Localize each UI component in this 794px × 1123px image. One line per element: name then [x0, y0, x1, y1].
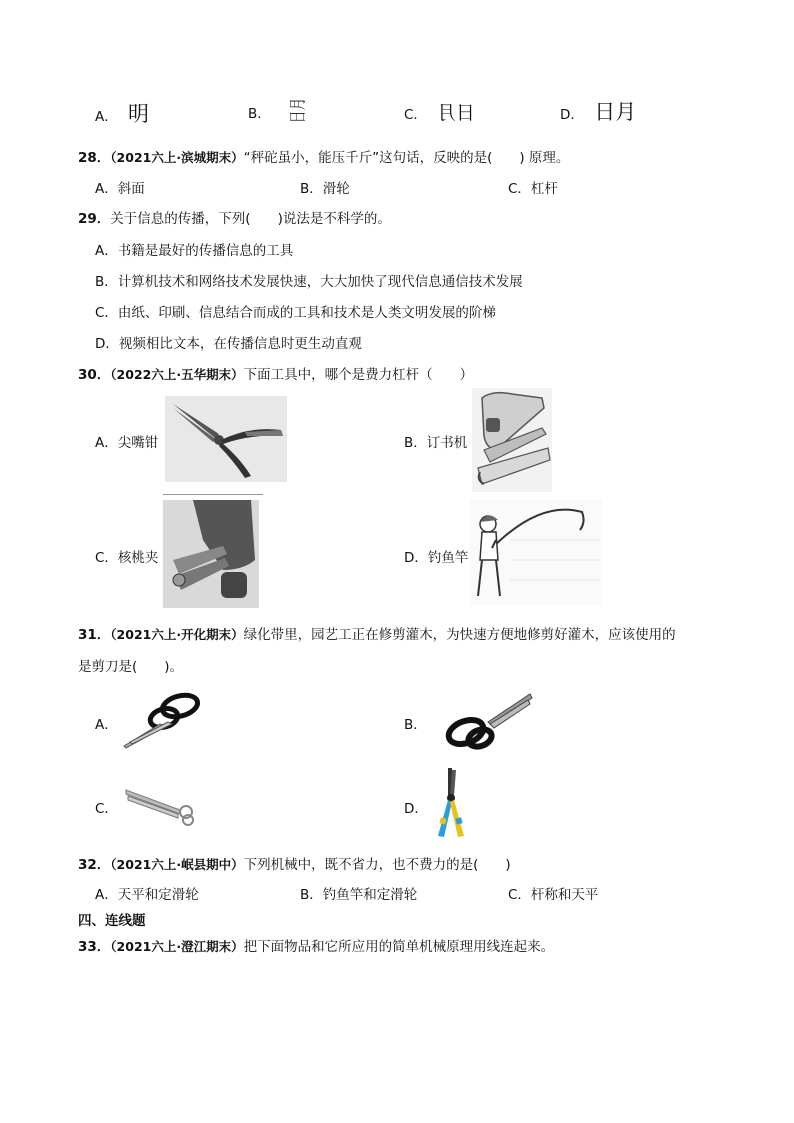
q33-number: 33．	[78, 939, 111, 955]
q31-text-1: 绿化带里，园艺工正在修剪灌木，为快速方便地修剪好灌木，应该使用的	[243, 627, 676, 643]
scissors-c-image	[124, 784, 200, 826]
q27-option-d-char: 日月	[594, 100, 637, 124]
q28-number: 28．	[78, 150, 111, 166]
q31-source: （2021六上·开化期末）	[110, 627, 244, 642]
q27-option-b-letter: B．	[248, 106, 271, 122]
section-heading: 四、连线题	[78, 913, 146, 929]
q29-option-c: C．由纸、印刷、信息结合而成的工具和技术是人类文明发展的阶梯	[95, 305, 496, 321]
q32-number: 32．	[78, 857, 111, 873]
q32-option-a: A．天平和定滑轮	[95, 887, 199, 903]
q28-option-c: C．杠杆	[508, 181, 558, 197]
q28-option-b: B．滑轮	[300, 181, 350, 197]
q33-stem	[78, 935, 554, 955]
q31-option-a-label: A．	[95, 717, 118, 733]
q32-option-b: B．钓鱼竿和定滑轮	[300, 887, 418, 903]
q31-option-d-label: D．	[404, 801, 428, 817]
q30-stem	[78, 363, 473, 383]
q33-text: 把下面物品和它所应用的简单机械原理用线连起来。	[243, 939, 555, 955]
q27-option-a-char: 明	[128, 102, 150, 126]
q32-text: 下列机械中，既不省力，也不费力的是( )	[243, 857, 511, 873]
nutcracker-image	[163, 500, 259, 608]
q30-option-d-label: D．钓鱼竿	[404, 550, 469, 566]
q29-number: 29．	[78, 211, 111, 227]
q32-source: （2021六上·岷县期中）	[110, 857, 244, 872]
q31-stem-line2: 是剪刀是( )。	[78, 659, 184, 675]
q30-option-b-label: B．订书机	[404, 435, 468, 451]
divider-line	[163, 494, 263, 495]
q30-number: 30．	[78, 367, 111, 383]
q27-option-d-letter: D．	[560, 107, 584, 123]
q29-option-b: B．计算机技术和网络技术发展快速，大大加快了现代信息通信技术发展	[95, 274, 523, 290]
q27-option-a	[95, 98, 149, 128]
q30-option-a-label: A．尖嘴钳	[95, 435, 159, 451]
q28-source: （2021六上·滨城期末）	[110, 150, 244, 165]
needle-nose-pliers-image	[165, 396, 287, 482]
stapler-image	[472, 388, 552, 492]
q28-option-a: A．斜面	[95, 181, 145, 197]
q29-option-a: A．书籍是最好的传播信息的工具	[95, 243, 294, 259]
q29-stem	[78, 207, 391, 227]
q28-text: “秤砣虽小，能压千斤”这句话，反映的是( ) 原理。	[243, 150, 570, 166]
q31-option-b-label: B．	[404, 717, 427, 733]
q27-option-b	[248, 98, 313, 123]
q33-source: （2021六上·澄江期末）	[110, 939, 244, 954]
q27-option-c-char: 日月	[437, 102, 476, 124]
q29-text: 关于信息的传播，下列( )说法是不科学的。	[110, 211, 391, 227]
q27-option-c	[404, 98, 475, 125]
q27-option-a-letter: A．	[95, 109, 118, 125]
fishing-rod-image	[470, 500, 602, 606]
q31-number: 31．	[78, 627, 111, 643]
scissors-b-image	[444, 692, 534, 750]
q30-source: （2022六上·五华期末）	[110, 367, 244, 382]
q30-text: 下面工具中，哪个是费力杠杆（ ）	[243, 367, 474, 383]
scissors-a-image	[120, 692, 206, 750]
q29-option-d: D．视频相比文本，在传播信息时更生动直观	[95, 336, 362, 352]
q27-option-c-letter: C．	[404, 107, 427, 123]
q31-option-c-label: C．	[95, 801, 118, 817]
q28-stem	[78, 146, 569, 166]
hedge-shears-image	[430, 766, 472, 838]
q30-option-c-label: C．核桃夹	[95, 550, 159, 566]
q32-option-c: C．杆称和天平	[508, 887, 599, 903]
q27-option-d	[560, 96, 636, 126]
q27-option-b-char: 日月	[288, 97, 309, 124]
q32-stem	[78, 853, 511, 873]
q31-stem-line1	[78, 623, 676, 643]
